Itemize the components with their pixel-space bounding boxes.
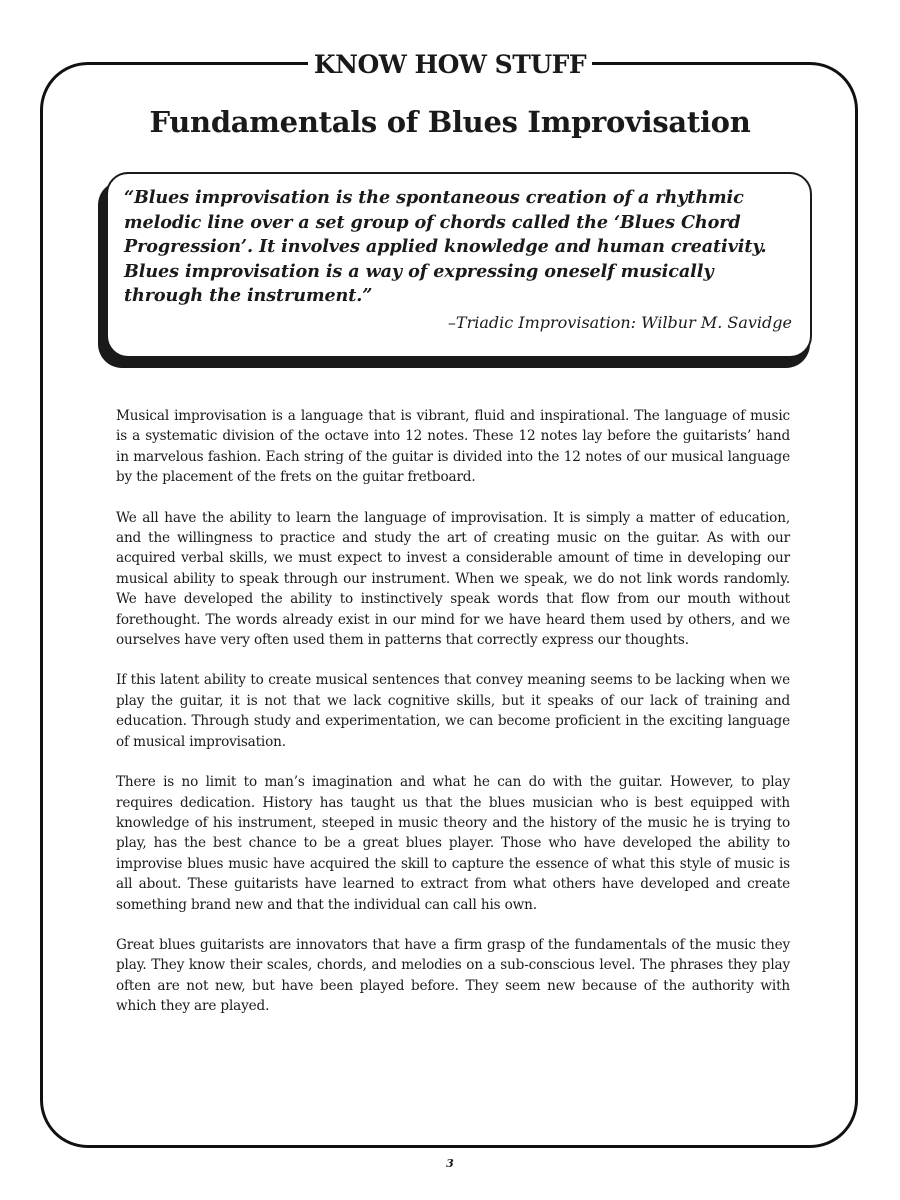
- body-text: [116, 406, 790, 1037]
- quote-text: “Blues improvisation is the spontaneous creation of a rhythmic melodic line over a set group of chords called the ‘Blues Chord Progression’. It involves applied knowledge and human creativity. Blues improvisation is a way of expressing oneself musically through the instrument.”: [124, 187, 767, 307]
- body-paragraph: Great blues guitarists are innovators that have a firm grasp of the fundamentals of the music they play. They know their scales, chords, and melodies on a sub-conscious level. The phrases they play often are not new, but have been played before. They seem new because of the authority with which they are played.: [116, 936, 790, 1015]
- section-header: [0, 50, 900, 80]
- body-paragraph: Musical improvisation is a language that is vibrant, fluid and inspirational. The language of music is a systematic division of the octave into 12 notes. These 12 notes lay before the guitarists’ hand in marvelous fashion. Each string of the guitar is divided into the 12 notes of our musical language by the placement of the frets on the guitar fretboard.: [116, 408, 790, 486]
- page-title: Fundamentals of Blues Improvisation: [149, 105, 751, 139]
- body-paragraph: If this latent ability to create musical sentences that convey meaning seems to be lacking when we play the guitar, it is not that we lack cognitive skills, but it speaks of our lack of training and education. Through study and experimentation, we can become proficient in the exciting language of musical improvisation.: [116, 672, 790, 750]
- quote-box: [106, 172, 812, 358]
- section-header-label: KNOW HOW STUFF: [308, 50, 592, 79]
- page-number: 3: [446, 1157, 454, 1170]
- body-paragraph: There is no limit to man’s imagination and what he can do with the guitar. However, to play requires dedication. History has taught us that the blues musician who is best equipped with knowledge of his instrument, steeped in music theory and the history of the music he is trying to play, has the best chance to be a great blues player. Those who have developed the ability to improvise blues music have acquired the skill to capture the essence of what this style of music is all about. These guitarists have learned to extract from what others have developed and create something brand new and that the individual can call his own.: [116, 774, 790, 913]
- body-paragraph: We all have the ability to learn the language of improvisation. It is simply a matter of education, and the willingness to practice and study the art of creating music on the guitar. As with our acquired verbal skills, we must expect to invest a considerable amount of time in developing our musical ability to speak through our instrument. When we speak, we do not link words randomly. We have developed the ability to instinctively speak words that flow from our mouth without forethought. The words already exist in our mind for we have heard them used by others, and we ourselves have very often used them in patterns that correctly express our thoughts.: [116, 509, 790, 649]
- quote-attribution: –Triadic Improvisation: Wilbur M. Savidge: [447, 312, 792, 332]
